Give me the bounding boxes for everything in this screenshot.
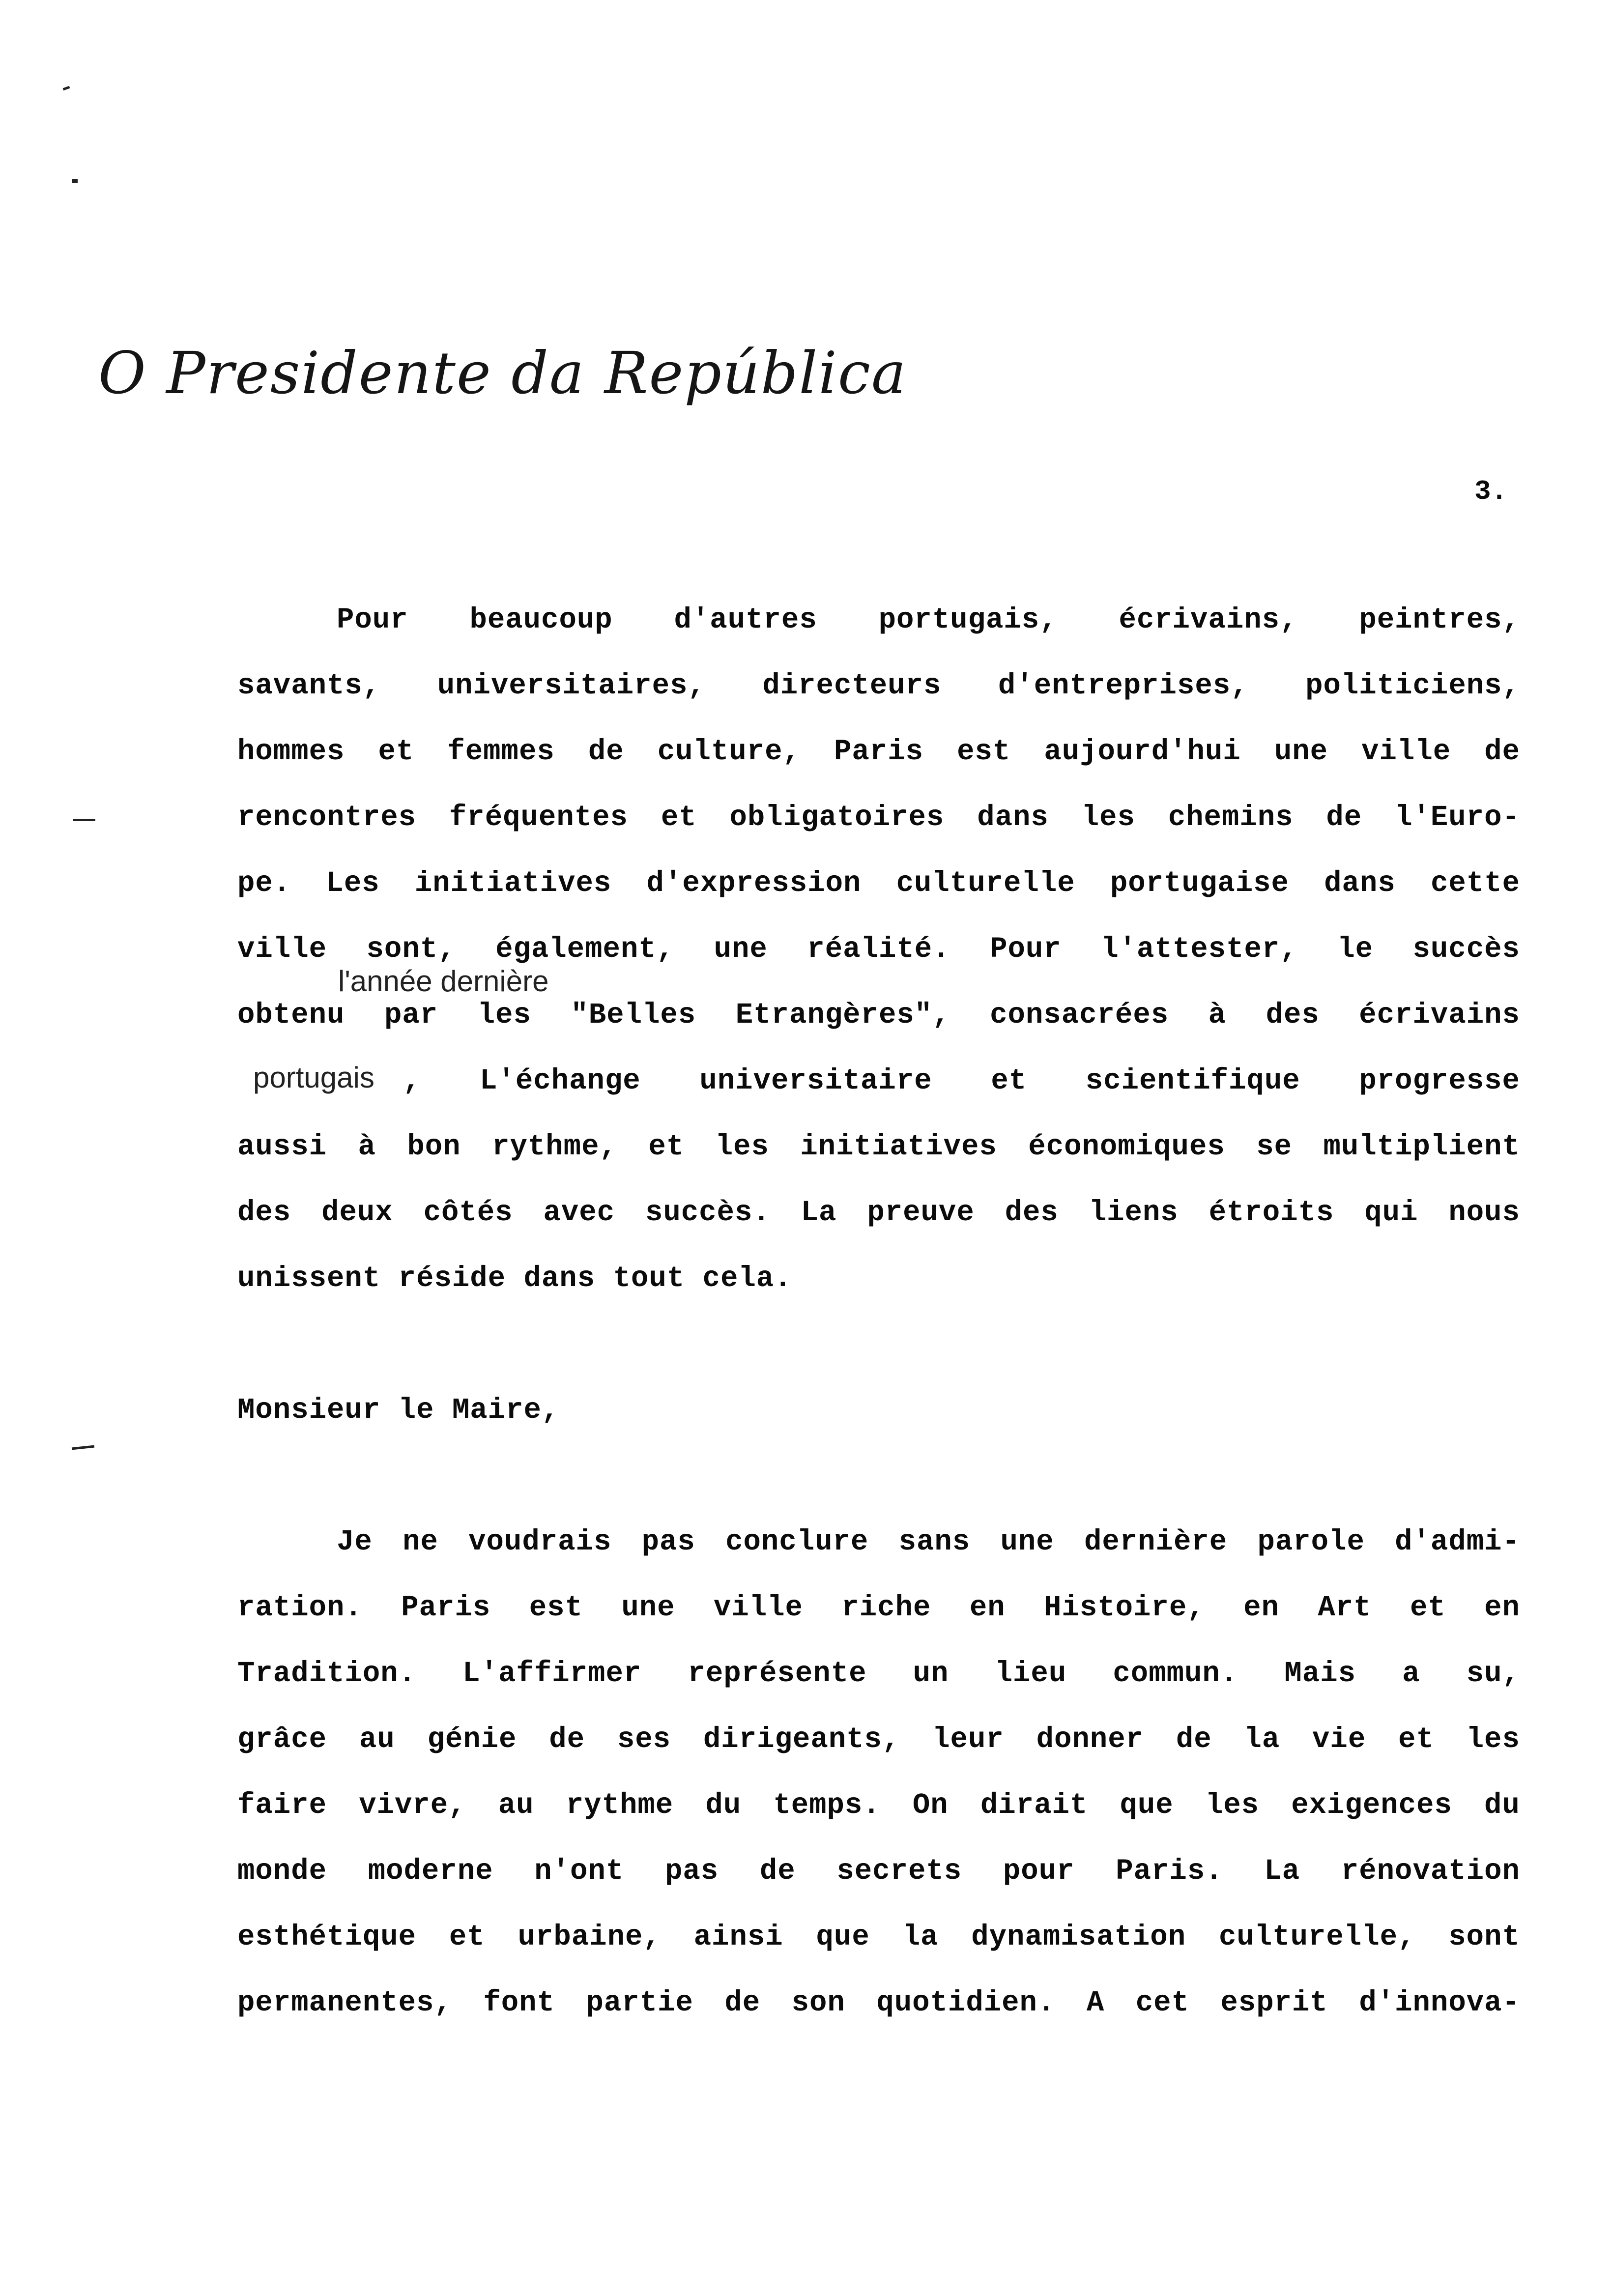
word: chemins [1168, 801, 1294, 834]
paragraph2-line-7 [237, 1921, 1520, 1953]
word: font [483, 1986, 555, 2019]
word: cet [1135, 1986, 1189, 2019]
word: Tradition. [237, 1657, 417, 1690]
paragraph2-line-6 [237, 1855, 1520, 1888]
word: esthétique [237, 1921, 417, 1953]
word: culturelle [896, 867, 1075, 900]
word: Paris [401, 1591, 491, 1624]
word: A [1086, 1986, 1105, 2019]
word: politiciens, [1305, 669, 1520, 702]
word: au [359, 1723, 395, 1756]
word: les [1081, 801, 1135, 834]
word: culture, [657, 735, 801, 768]
word: étroits [1209, 1196, 1334, 1229]
word: bon [407, 1130, 461, 1163]
word: rythme, [492, 1130, 617, 1163]
word: exigences [1291, 1789, 1452, 1822]
word: pas [664, 1855, 719, 1888]
word: commun. [1113, 1657, 1238, 1690]
word: de [759, 1855, 796, 1888]
paragraph2-line-8 [237, 1986, 1520, 2019]
word: écrivains [1359, 999, 1520, 1032]
word: On [912, 1789, 949, 1822]
paragraph1-line-10 [237, 1196, 1520, 1229]
paragraph1-line-2 [237, 669, 1520, 702]
word: liens [1089, 1196, 1179, 1229]
word: Art [1318, 1591, 1372, 1624]
word: la [1244, 1723, 1280, 1756]
word: que [1120, 1789, 1174, 1822]
word: obtenu [237, 999, 345, 1032]
word: à [358, 1130, 376, 1163]
page-number: 3. [1474, 476, 1508, 507]
paragraph1-line-3 [237, 735, 1520, 768]
salutation: Monsieur le Maire, [237, 1394, 560, 1427]
word: aujourd'hui [1044, 735, 1241, 768]
word: savants, [237, 669, 381, 702]
word: rencontres [237, 801, 417, 834]
word: urbaine, [518, 1921, 661, 1953]
word: est [957, 735, 1011, 768]
word: moderne [368, 1855, 493, 1888]
word: progresse [1359, 1064, 1520, 1097]
margin-mark [63, 86, 70, 90]
word: une [1000, 1525, 1054, 1558]
word: directeurs [762, 669, 942, 702]
word: preuve [867, 1196, 975, 1229]
word: un [913, 1657, 949, 1690]
word: de [1484, 735, 1520, 768]
word: également, [495, 933, 675, 966]
word: ville [1361, 735, 1451, 768]
word: que [816, 1921, 870, 1953]
word: qui [1364, 1196, 1418, 1229]
word: femmes [447, 735, 555, 768]
word: vivre, [359, 1789, 466, 1822]
word: temps. [773, 1789, 881, 1822]
paragraph1-line-11: unissent réside dans tout cela. [237, 1262, 792, 1295]
word: Histoire, [1044, 1591, 1205, 1624]
word: avec [543, 1196, 615, 1229]
word: vie [1312, 1723, 1366, 1756]
word: peintres, [1359, 603, 1520, 636]
word: la [902, 1921, 939, 1953]
word: du [1484, 1789, 1520, 1822]
word: en [1243, 1591, 1279, 1624]
word: de [1326, 801, 1362, 834]
word: du [705, 1789, 742, 1822]
insertion-word: portugais [253, 1061, 374, 1094]
word: L'affirmer [462, 1657, 642, 1690]
word: rénovation [1341, 1855, 1520, 1888]
word: une [621, 1591, 675, 1624]
paragraph1-line-9 [237, 1130, 1520, 1163]
word: de [724, 1986, 761, 2019]
word: ration. [237, 1591, 363, 1624]
word: partie [586, 1986, 693, 2019]
paragraph1-line-4 [237, 801, 1520, 834]
word: ses [617, 1723, 671, 1756]
word: une [714, 933, 768, 966]
paragraph2-line-3 [237, 1657, 1520, 1690]
word: Paris. [1116, 1855, 1223, 1888]
word: ainsi [693, 1921, 783, 1953]
word: à [1208, 999, 1227, 1032]
word: , [403, 1064, 421, 1097]
word: les [1205, 1789, 1260, 1822]
word: consacrées [990, 999, 1169, 1032]
word: secrets [836, 1855, 962, 1888]
word: écrivains, [1119, 603, 1298, 636]
word: aussi [237, 1130, 327, 1163]
word: des [237, 1196, 291, 1229]
word: Mais [1284, 1657, 1356, 1690]
word: Etrangères", [735, 999, 950, 1032]
word: et [449, 1921, 485, 1953]
word: génie [427, 1723, 517, 1756]
word: pe. [237, 867, 291, 900]
word: L'échange [480, 1064, 641, 1097]
word: une [1274, 735, 1328, 768]
word: et [1398, 1723, 1434, 1756]
paragraph2-line-5 [237, 1789, 1520, 1822]
word: a [1402, 1657, 1420, 1690]
paragraph1-line-8 [403, 1064, 1520, 1097]
word: La [801, 1196, 837, 1229]
word: scientifique [1085, 1064, 1300, 1097]
word: dans [977, 801, 1049, 834]
word: donner [1036, 1723, 1144, 1756]
word: d'autres [674, 603, 817, 636]
paragraph2-line-2 [237, 1591, 1520, 1624]
word: universitaires, [437, 669, 706, 702]
word: de [1176, 1723, 1212, 1756]
insertion-above-line: l'année dernière [338, 965, 549, 998]
word: faire [237, 1789, 327, 1822]
word: portugaise [1110, 867, 1289, 900]
word: "Belles [571, 999, 696, 1032]
word: conclure [725, 1525, 869, 1558]
word: esprit [1220, 1986, 1328, 2019]
word: grâce [237, 1723, 327, 1756]
word: Les [326, 867, 380, 900]
word: quotidien. [876, 1986, 1056, 2019]
word: sont, [366, 933, 456, 966]
word: et [661, 801, 697, 834]
word: dynamisation [971, 1921, 1186, 1953]
word: les [715, 1130, 769, 1163]
word: permanentes, [237, 1986, 452, 2019]
word: cette [1430, 867, 1520, 900]
word: pas [641, 1525, 695, 1558]
word: ne [403, 1525, 438, 1558]
word: et [378, 735, 414, 768]
paragraph2-line-4 [237, 1723, 1520, 1756]
word: La [1264, 1855, 1300, 1888]
word: multiplient [1323, 1130, 1520, 1163]
word: Pour [990, 933, 1062, 966]
word: est [529, 1591, 583, 1624]
word: en [969, 1591, 1006, 1624]
paragraph2-line-1 [337, 1525, 1520, 1558]
word: rythme [566, 1789, 674, 1822]
word: de [588, 735, 624, 768]
word: leur [932, 1723, 1004, 1756]
margin-mark [72, 1445, 94, 1450]
word: les [477, 999, 531, 1032]
word: monde [237, 1855, 327, 1888]
word: réalité. [807, 933, 950, 966]
word: su, [1466, 1657, 1520, 1690]
paragraph1-line-5 [237, 867, 1520, 900]
word: nous [1448, 1196, 1520, 1229]
word: Je [337, 1525, 373, 1558]
word: des [1266, 999, 1320, 1032]
word: riche [841, 1591, 931, 1624]
word: fréquentes [449, 801, 628, 834]
word: initiatives [800, 1130, 997, 1163]
word: universitaire [699, 1064, 932, 1097]
word: lieu [995, 1657, 1067, 1690]
word: obligatoires [729, 801, 945, 834]
word: de [549, 1723, 585, 1756]
word: et [648, 1130, 685, 1163]
word: portugais, [878, 603, 1058, 636]
word: d'expression [646, 867, 862, 900]
word: ville [713, 1591, 803, 1624]
word: succès. [645, 1196, 771, 1229]
paragraph1-line-7 [237, 999, 1520, 1032]
word: Pour [337, 603, 408, 636]
word: parole [1257, 1525, 1365, 1558]
word: et [991, 1064, 1027, 1097]
word: au [498, 1789, 534, 1822]
word: et [1410, 1591, 1446, 1624]
word: les [1466, 1723, 1520, 1756]
word: deux [321, 1196, 393, 1229]
word: voudrais [468, 1525, 612, 1558]
word: des [1005, 1196, 1059, 1229]
paragraph1-line-6 [237, 933, 1520, 966]
word: dirigeants, [703, 1723, 900, 1756]
word: se [1256, 1130, 1293, 1163]
word: sans [898, 1525, 971, 1558]
word: l'Euro- [1395, 801, 1520, 834]
word: économiques [1028, 1130, 1225, 1163]
word: n'ont [534, 1855, 624, 1888]
word: ville [237, 933, 327, 966]
word: l'attester, [1101, 933, 1298, 966]
paragraph1-line-1 [337, 603, 1520, 636]
word: pour [1003, 1855, 1075, 1888]
word: en [1484, 1591, 1520, 1624]
word: initiatives [414, 867, 612, 900]
word: le [1337, 933, 1373, 966]
word: d'admi- [1395, 1525, 1520, 1558]
word: d'innova- [1359, 1986, 1520, 2019]
word: par [384, 999, 438, 1032]
word: dernière [1084, 1525, 1228, 1558]
word: représente [688, 1657, 867, 1690]
word: son [791, 1986, 845, 2019]
word: culturelle, [1218, 1921, 1416, 1953]
word: hommes [237, 735, 345, 768]
margin-mark [73, 819, 95, 821]
word: dans [1324, 867, 1396, 900]
word: dirait [980, 1789, 1088, 1822]
word: côtés [423, 1196, 513, 1229]
word: beaucoup [469, 603, 613, 636]
word: succès [1412, 933, 1520, 966]
word: d'entreprises, [998, 669, 1249, 702]
word: Paris [834, 735, 924, 768]
letterhead: O Presidente da República [98, 339, 907, 407]
margin-mark [72, 179, 78, 183]
word: sont [1448, 1921, 1520, 1953]
